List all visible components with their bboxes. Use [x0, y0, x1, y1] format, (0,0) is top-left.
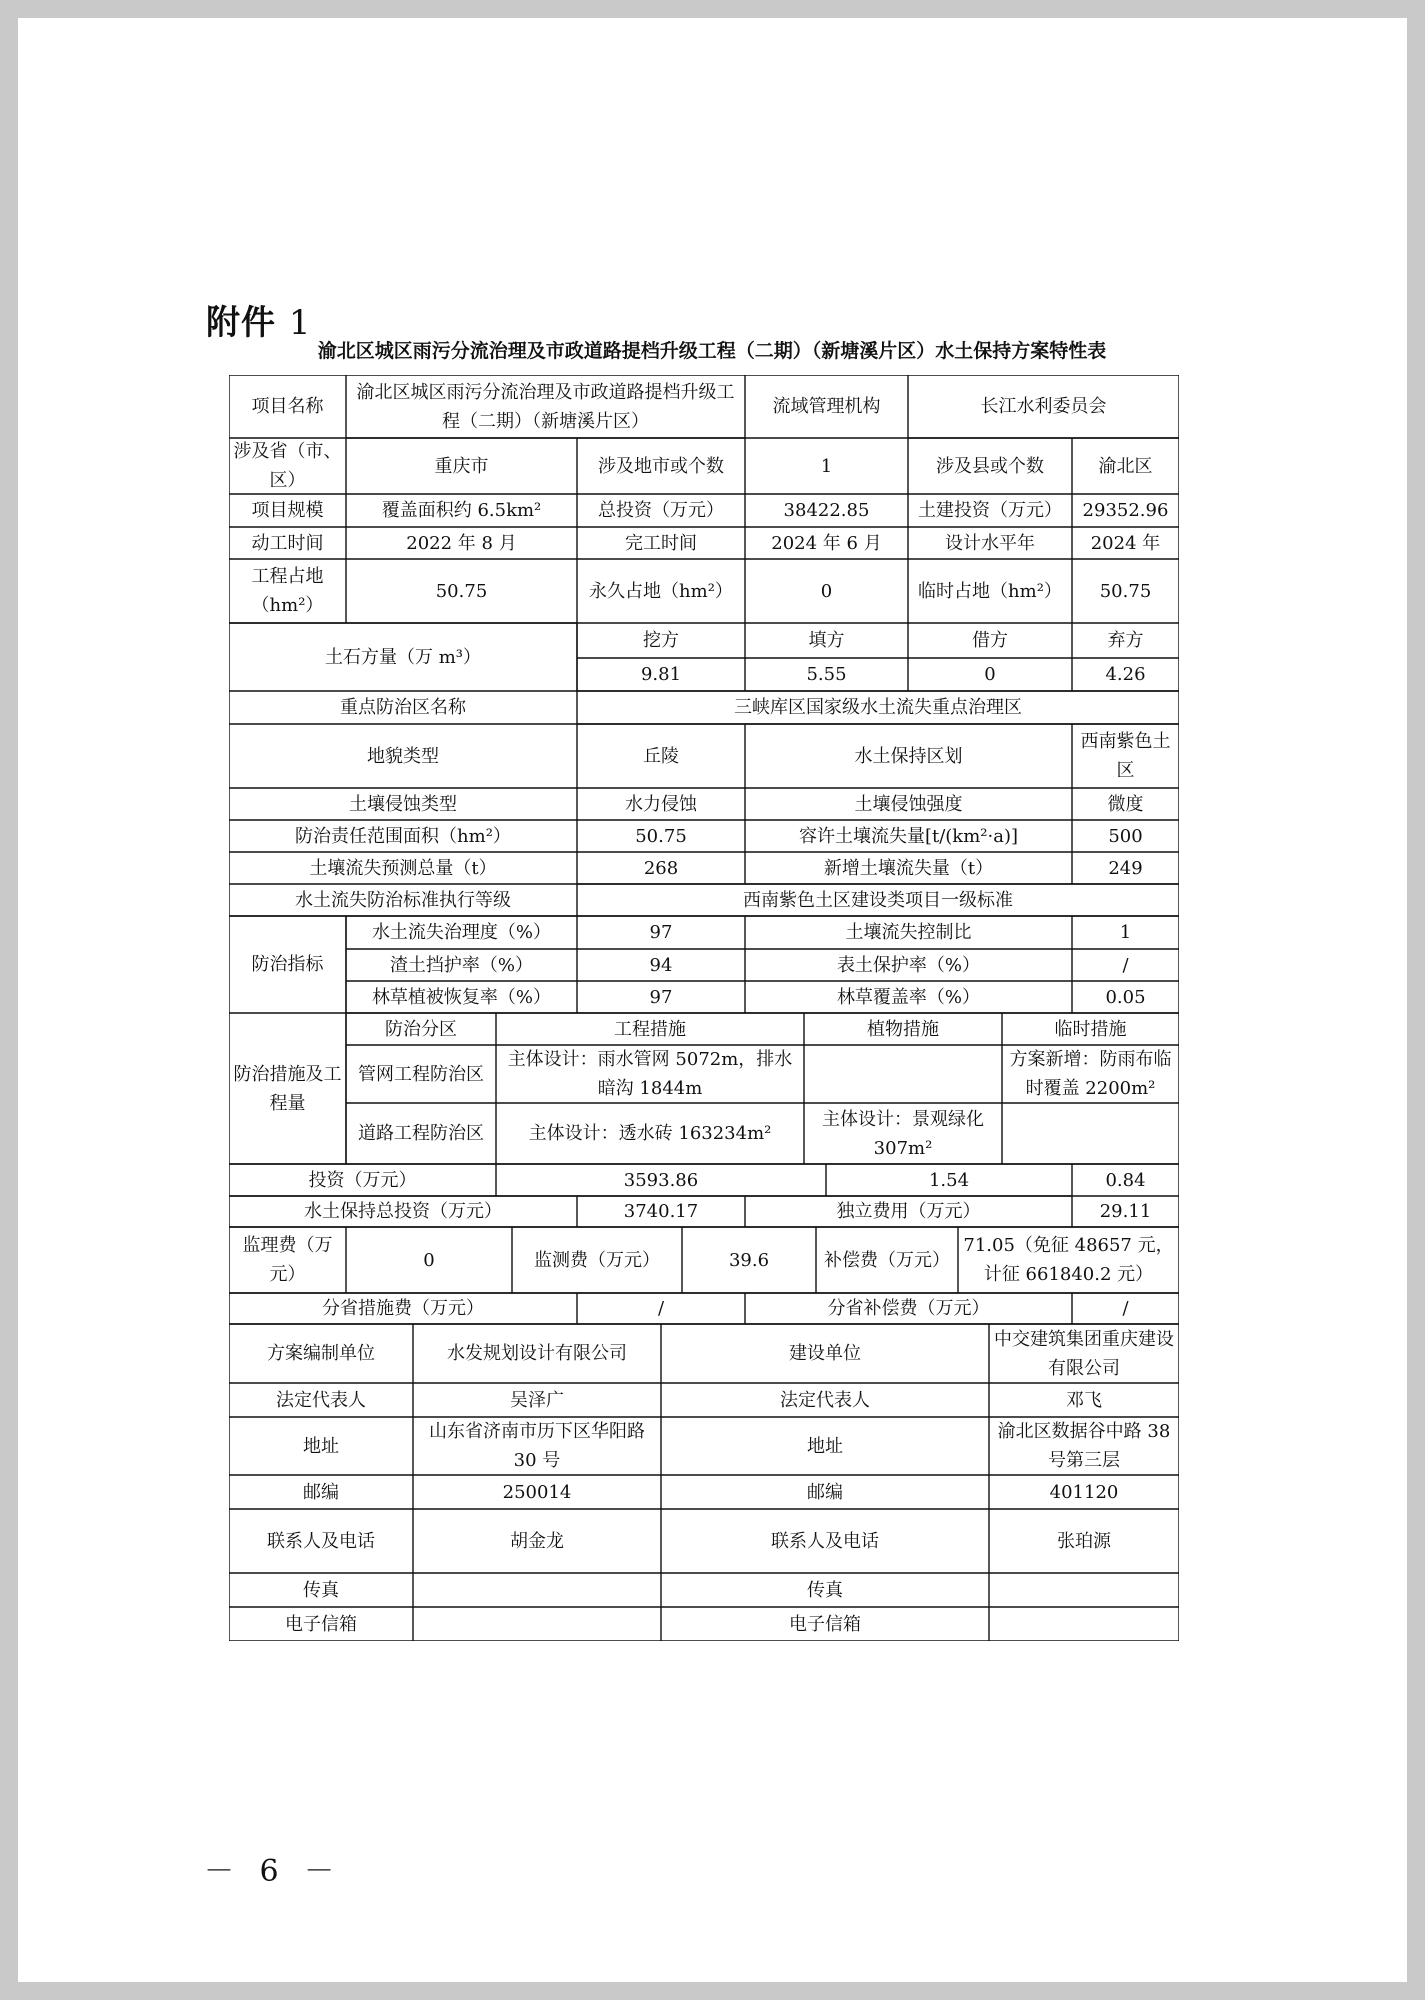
page-number: － 6 －: [204, 1854, 343, 1889]
table-cell: 三峡库区国家级水土流失重点治理区: [734, 697, 1022, 718]
table-cell: 土壤侵蚀强度: [854, 793, 963, 815]
table-cell: 西南紫色土区: [1080, 731, 1171, 781]
table-cell: 97: [649, 922, 673, 943]
table-cell: 张珀源: [1057, 1530, 1111, 1552]
table-cell: 长江水利委员会: [980, 396, 1107, 417]
table-cell: 建设单位: [789, 1343, 861, 1364]
table-cell: 涉及地市或个数: [598, 455, 724, 477]
table-cell: 电子信箱: [285, 1613, 357, 1635]
table-cell: 2024 年 6 月: [771, 532, 882, 554]
table-cell: 防治措施及工程量: [233, 1063, 342, 1114]
table-cell: 渝北区城区雨污分流治理及市政道路提档升级工程（二期）（新塘溪片区）: [356, 381, 735, 432]
table-cell: 涉及省（市、区）: [233, 441, 342, 491]
characteristics-table: [229, 375, 1179, 1641]
table-cell: 吴泽广: [510, 1389, 564, 1411]
table-cell: 38422.85: [783, 500, 870, 521]
table-cell: 电子信箱: [789, 1613, 861, 1635]
table-cell: 挖方: [643, 630, 679, 651]
table-cell: 3740.17: [623, 1201, 699, 1222]
table-cell: 0: [423, 1249, 435, 1271]
table-cell: 0.05: [1105, 986, 1146, 1008]
table-cell: 项目名称: [251, 396, 324, 417]
table-cell: 防治分区: [385, 1018, 457, 1040]
table-cell: 重庆市: [434, 455, 489, 477]
table-cell: 弃方: [1107, 630, 1144, 651]
table-cell: 土壤流失预测总量（t）: [309, 857, 497, 879]
table-cell: 邮编: [303, 1481, 339, 1503]
table-cell: 容许土壤流失量[t/(km²·a)]: [798, 825, 1019, 847]
table-cell: 渝北区: [1098, 455, 1153, 477]
table-cell: 微度: [1107, 793, 1144, 815]
table-cell: 5.55: [806, 664, 847, 685]
table-cell: 500: [1108, 825, 1143, 847]
table-cell: 94: [649, 954, 673, 976]
table-cell: 林草植被恢复率（%）: [371, 986, 552, 1008]
table-cell: 流域管理机构: [772, 396, 881, 417]
table-cell: 0: [984, 664, 996, 685]
table-cell: 渣土挡护率（%）: [389, 954, 534, 976]
table-cell: 水力侵蚀: [625, 793, 697, 815]
table-cell: 2024 年: [1090, 532, 1161, 554]
table-cell: 胡金龙: [510, 1530, 564, 1552]
table-cell: 表土保护率（%）: [836, 954, 981, 976]
table-cell: 土壤侵蚀类型: [349, 793, 457, 815]
table-cell: 涉及县或个数: [936, 455, 1044, 477]
table-cell: 水土流失防治标准执行等级: [295, 889, 511, 911]
table-cell: 主体设计：透水砖 163234m²: [528, 1123, 772, 1144]
table-cell: 分省措施费（万元）: [322, 1298, 484, 1319]
table-cell: 土建投资（万元）: [918, 500, 1062, 521]
table-cell: 借方: [972, 630, 1008, 651]
table-cell: 法定代表人: [780, 1389, 870, 1411]
table-cell: 监测费（万元）: [534, 1249, 660, 1271]
table-cell: 独立费用（万元）: [836, 1201, 981, 1222]
table-cell: 邮编: [807, 1481, 843, 1503]
table-cell: 项目规模: [251, 500, 324, 521]
table-cell: 丘陵: [643, 745, 679, 767]
table-cell: 方案新增：防雨布临时覆盖 2200m²: [1009, 1049, 1172, 1099]
table-cell: 管网工程防治区: [358, 1063, 484, 1085]
table-cell: 补偿费（万元）: [824, 1249, 950, 1271]
table-cell: 2022 年 8 月: [406, 532, 517, 554]
table-cell: 渝北区数据谷中路 38 号第三层: [997, 1421, 1171, 1471]
table-cell: 联系人及电话: [267, 1530, 375, 1552]
table-cell: 设计水平年: [945, 532, 1035, 554]
table-cell: 主体设计：景观绿化 307m²: [822, 1108, 984, 1159]
table-cell: [804, 1045, 1002, 1103]
table-cell: 总投资（万元）: [598, 500, 724, 521]
table-cell: 50.75: [435, 580, 488, 602]
table-cell: 0: [820, 580, 833, 602]
table-cell: 地址: [303, 1435, 339, 1457]
table-cell: 植物措施: [867, 1018, 939, 1040]
table-cell: 50.75: [635, 825, 687, 847]
table-cell: 0.84: [1105, 1169, 1146, 1191]
attachment-number: 1: [288, 303, 312, 343]
table-cell: 水土保持总投资（万元）: [304, 1201, 502, 1222]
table-cell: 水土保持区划: [854, 745, 963, 767]
table-cell: 林草覆盖率（%）: [836, 986, 981, 1008]
table-cell: 传真: [807, 1579, 843, 1601]
table-cell: [989, 1573, 1179, 1607]
table-cell: 方案编制单位: [267, 1343, 375, 1364]
table-cell: 永久占地（hm²）: [589, 580, 733, 602]
table-cell: 水发规划设计有限公司: [447, 1343, 627, 1364]
table-cell: 防治责任范围面积（hm²）: [295, 825, 511, 847]
attachment-prefix: 附件: [206, 303, 276, 343]
table-cell: 71.05（免征 48657 元，计征 661840.2 元）: [963, 1235, 1174, 1285]
table-cell: 250014: [502, 1481, 572, 1503]
table-cell: 249: [1108, 857, 1143, 879]
table-cell: 中交建筑集团重庆建设有限公司: [994, 1328, 1174, 1379]
table-cell: 4.26: [1105, 664, 1146, 685]
table-cell: 工程措施: [614, 1018, 686, 1040]
table-cell: 土壤流失控制比: [845, 922, 972, 943]
table-cell: 法定代表人: [276, 1389, 366, 1411]
table-cell: 1.54: [928, 1169, 970, 1191]
table-cell: /: [1122, 1298, 1129, 1319]
table-cell: [989, 1607, 1179, 1641]
table-cell: 主体设计：雨水管网 5072m，排水暗沟 1844m: [507, 1049, 793, 1099]
table-cell: [1002, 1103, 1179, 1164]
table-cell: 50.75: [1099, 580, 1152, 602]
table-cell: 监理费（万元）: [242, 1235, 333, 1285]
table-cell: 西南紫色土区建设类项目一级标准: [743, 889, 1013, 911]
table-cell: 29.11: [1099, 1201, 1152, 1222]
table-cell: 268: [643, 857, 679, 879]
table-cell: 填方: [808, 630, 845, 651]
table-cell: 临时占地（hm²）: [918, 580, 1062, 602]
table-cell: 3593.86: [623, 1169, 699, 1191]
table-cell: 新增土壤流失量（t）: [823, 857, 994, 879]
table-cell: 完工时间: [625, 532, 697, 554]
table-cell: 投资（万元）: [308, 1169, 417, 1191]
table-cell: 分省补偿费（万元）: [827, 1298, 990, 1319]
table-cell: 覆盖面积约 6.5km²: [381, 500, 542, 521]
table-cell: 重点防治区名称: [340, 697, 466, 718]
table-cell: [413, 1607, 661, 1641]
table-cell: /: [657, 1298, 665, 1319]
table-cell: 防治指标: [251, 954, 324, 975]
table-cell: 道路工程防治区: [358, 1123, 484, 1144]
table-cell: 29352.96: [1082, 500, 1169, 521]
table-cell: 水土流失治理度（%）: [371, 922, 552, 943]
table-cell: 工程占地（hm²）: [251, 566, 324, 616]
table-cell: 1: [1119, 922, 1132, 943]
table-cell: /: [1122, 954, 1129, 976]
table-cell: 9.81: [640, 664, 682, 685]
table-cell: 联系人及电话: [771, 1530, 879, 1552]
table-cell: 土石方量（万 m³）: [324, 646, 481, 668]
table-cell: 邓飞: [1066, 1389, 1102, 1411]
table-cell: [413, 1573, 661, 1607]
table-cell: 地址: [807, 1435, 843, 1457]
table-cell: 传真: [303, 1579, 339, 1601]
table-cell: 39.6: [728, 1249, 770, 1271]
table-title: 渝北区城区雨污分流治理及市政道路提档升级工程（二期）（新塘溪片区）水土保持方案特性表: [317, 340, 1107, 362]
table-cell: 山东省济南市历下区华阳路 30 号: [429, 1421, 645, 1471]
table-cell: 地貌类型: [367, 745, 439, 767]
table-cell: 401120: [1049, 1481, 1119, 1503]
table-cell: 1: [820, 455, 833, 477]
table-cell: 临时措施: [1054, 1018, 1127, 1040]
table-cell: 动工时间: [251, 532, 324, 554]
table-cell: 97: [649, 986, 673, 1008]
